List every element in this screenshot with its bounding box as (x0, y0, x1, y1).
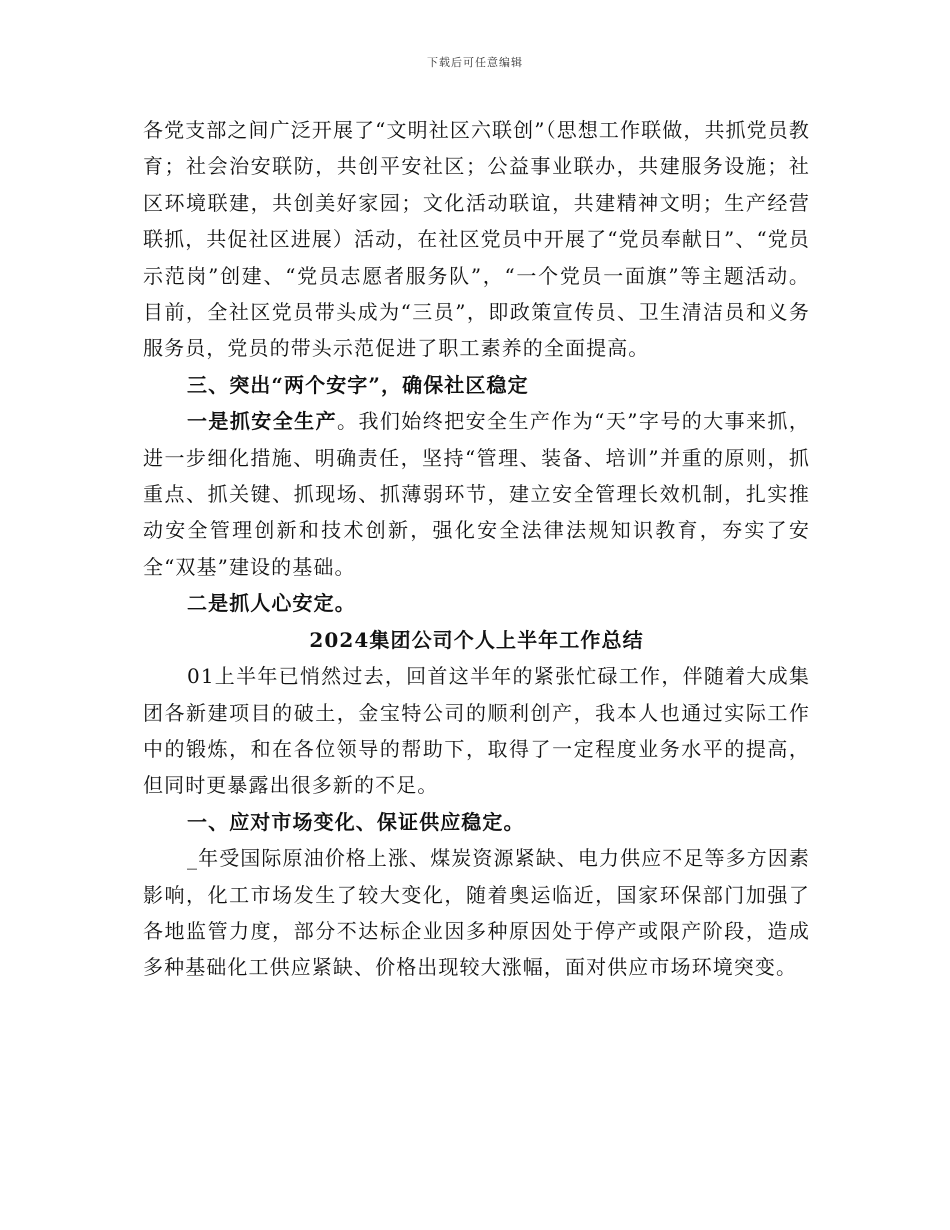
paragraph-continued: 各党支部之间广泛开展了“文明社区六联创”（思想工作联做，共抓党员教育；社会治安联防，共创平安社区；公益事业联办，共建服务设施；社区环境联建，共创美好家园；文化活动联谊，共建精神文明；生产经营联抓，共促社区进展）活动，在社区党员中开展了“党员奉献日”、“党员示范岗”创建、“党员志愿者服务队”，“一个党员一面旗”等主题活动。目前，全社区党员带头成为“三员”，即政策宣传员、卫生清洁员和义务服务员，党员的带头示范促进了职工素养的全面提高。 (143, 118, 810, 361)
document-body (143, 112, 810, 986)
paragraph-safety-production (143, 403, 810, 585)
article-intro: 01上半年已悄然过去，回首这半年的紧张忙碌工作，伴随着大成集团各新建项目的破土，金宝特公司的顺利创产，我本人也通过实际工作中的锻炼，和在各位领导的帮助下，取得了一定程度业务水平的提高，但同时更暴露出很多新的不足。 (143, 664, 810, 798)
page-header: 下载后可任意编辑 (427, 56, 523, 69)
article-heading-1: 一、应对市场变化、保证供应稳定。 (187, 809, 525, 834)
article-paragraph-1: _年受国际原油价格上涨、煤炭资源紧缺、电力供应不足等多方因素影响，化工市场发生了较大变化，随着奥运临近，国家环保部门加强了各地监管力度，部分不达标企业因多种原因处于停产或限产阶段，造成多种基础化工供应紧缺、价格出现较大涨幅，面对供应市场环境突变。 (143, 846, 810, 980)
item1-lead: 一是抓安全生产 (187, 409, 338, 434)
item2-lead: 二是抓人心安定。 (187, 591, 356, 616)
item1-text: 。我们始终把安全生产作为“天”字号的大事来抓，进一步细化措施、明确责任，坚持“管理、装备、培训”并重的原则，抓重点、抓关键、抓现场、抓薄弱环节，建立安全管理长效机制，扎实推动安全管理创新和技术创新，强化安全法律法规知识教育，夯实了安全“双基”建设的基础。 (143, 409, 811, 579)
section-heading-3: 三、突出“两个安字”，确保社区稳定 (187, 372, 529, 397)
article-title: 2024集团公司个人上半年工作总结 (309, 627, 644, 652)
